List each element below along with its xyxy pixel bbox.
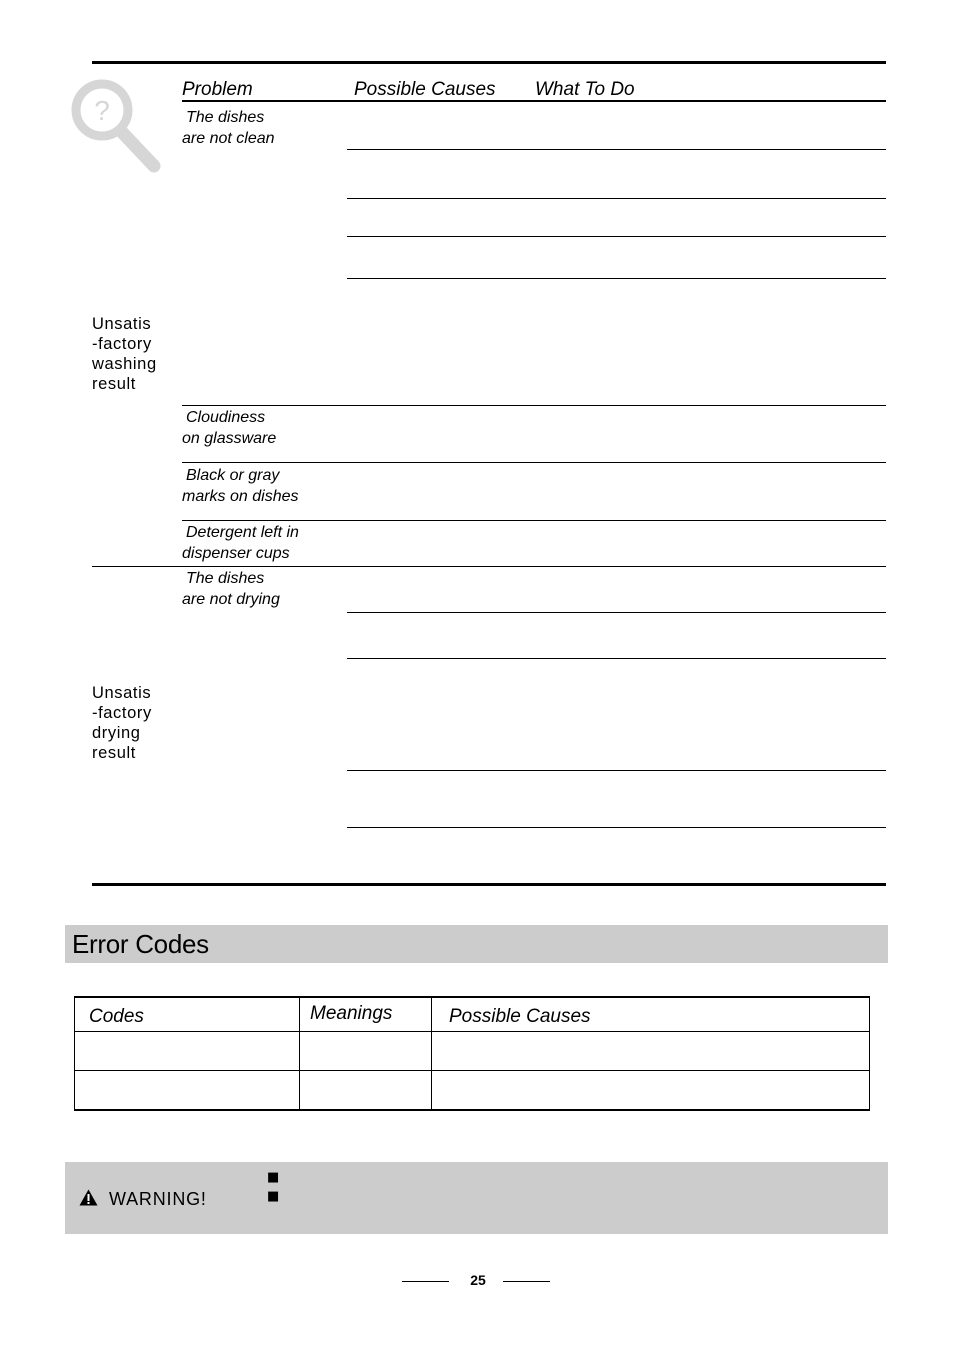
category-line: washing bbox=[92, 355, 157, 373]
row-divider bbox=[347, 827, 886, 828]
warning-bullet: ■ bbox=[267, 1189, 280, 1204]
problem-line: The dishes bbox=[186, 570, 265, 587]
problem-line: dispenser cups bbox=[182, 545, 290, 562]
row-divider bbox=[347, 278, 886, 279]
error-codes-banner bbox=[65, 925, 888, 963]
page-number-rule-left bbox=[402, 1281, 449, 1282]
section-divider bbox=[92, 566, 886, 567]
header-problem: Problem bbox=[182, 79, 253, 100]
error-codes-table bbox=[74, 996, 870, 1112]
category-line: -factory bbox=[92, 704, 152, 722]
row-divider bbox=[347, 770, 886, 771]
table-col-divider bbox=[299, 996, 300, 1111]
header-possible-causes: Possible Causes bbox=[449, 1006, 591, 1027]
category-line: -factory bbox=[92, 335, 152, 353]
table-border-left bbox=[74, 996, 75, 1111]
row-divider bbox=[182, 520, 886, 521]
problem-line: Detergent left in bbox=[186, 524, 299, 541]
problem-line: The dishes bbox=[186, 109, 265, 126]
table-row-divider bbox=[74, 1031, 870, 1032]
table-bottom-border bbox=[74, 1109, 870, 1111]
top-rule bbox=[92, 61, 886, 64]
problem-line: marks on dishes bbox=[182, 488, 299, 505]
header-meanings: Meanings bbox=[310, 1003, 393, 1024]
problem-line: on glassware bbox=[182, 430, 277, 447]
problem-line: are not drying bbox=[182, 591, 280, 608]
category-line: drying bbox=[92, 724, 141, 742]
header-what-to-do: What To Do bbox=[535, 79, 635, 100]
page-number-rule-right bbox=[503, 1281, 550, 1282]
page-number: 25 bbox=[470, 1272, 486, 1288]
category-line: result bbox=[92, 744, 136, 762]
bottom-rule bbox=[92, 883, 886, 886]
warning-bullet: ■ bbox=[267, 1170, 280, 1185]
table-row-divider bbox=[74, 1070, 870, 1071]
category-washing bbox=[92, 314, 157, 394]
problem-line: Cloudiness bbox=[186, 409, 266, 426]
header-codes: Codes bbox=[89, 1006, 144, 1027]
problem-line: Black or gray bbox=[186, 467, 280, 484]
row-divider bbox=[347, 658, 886, 659]
category-line: Unsatis bbox=[92, 684, 152, 702]
table-top-border bbox=[74, 996, 870, 998]
header-underline bbox=[182, 100, 886, 102]
problem-cloudiness bbox=[182, 407, 276, 449]
warning-band bbox=[65, 1162, 888, 1234]
header-possible-causes: Possible Causes bbox=[354, 79, 496, 100]
table-col-divider bbox=[431, 996, 432, 1111]
problem-black-marks bbox=[182, 465, 299, 507]
warning-triangle-icon bbox=[79, 1189, 98, 1206]
category-line: Unsatis bbox=[92, 315, 152, 333]
row-divider bbox=[347, 198, 886, 199]
row-divider bbox=[347, 612, 886, 613]
category-line: result bbox=[92, 375, 136, 393]
row-divider bbox=[347, 236, 886, 237]
category-drying bbox=[92, 683, 152, 763]
problem-line: are not clean bbox=[182, 130, 275, 147]
error-codes-title: Error Codes bbox=[72, 929, 209, 959]
svg-text:?: ? bbox=[94, 95, 110, 126]
question-magnifier-icon bbox=[68, 74, 164, 174]
problem-detergent-left bbox=[182, 522, 299, 564]
row-divider bbox=[347, 149, 886, 150]
warning-label: WARNING! bbox=[109, 1189, 207, 1209]
problem-not-clean bbox=[182, 107, 275, 149]
table-border-right bbox=[869, 996, 870, 1111]
problem-not-drying bbox=[182, 568, 280, 610]
row-divider bbox=[182, 405, 886, 406]
row-divider bbox=[182, 462, 886, 463]
